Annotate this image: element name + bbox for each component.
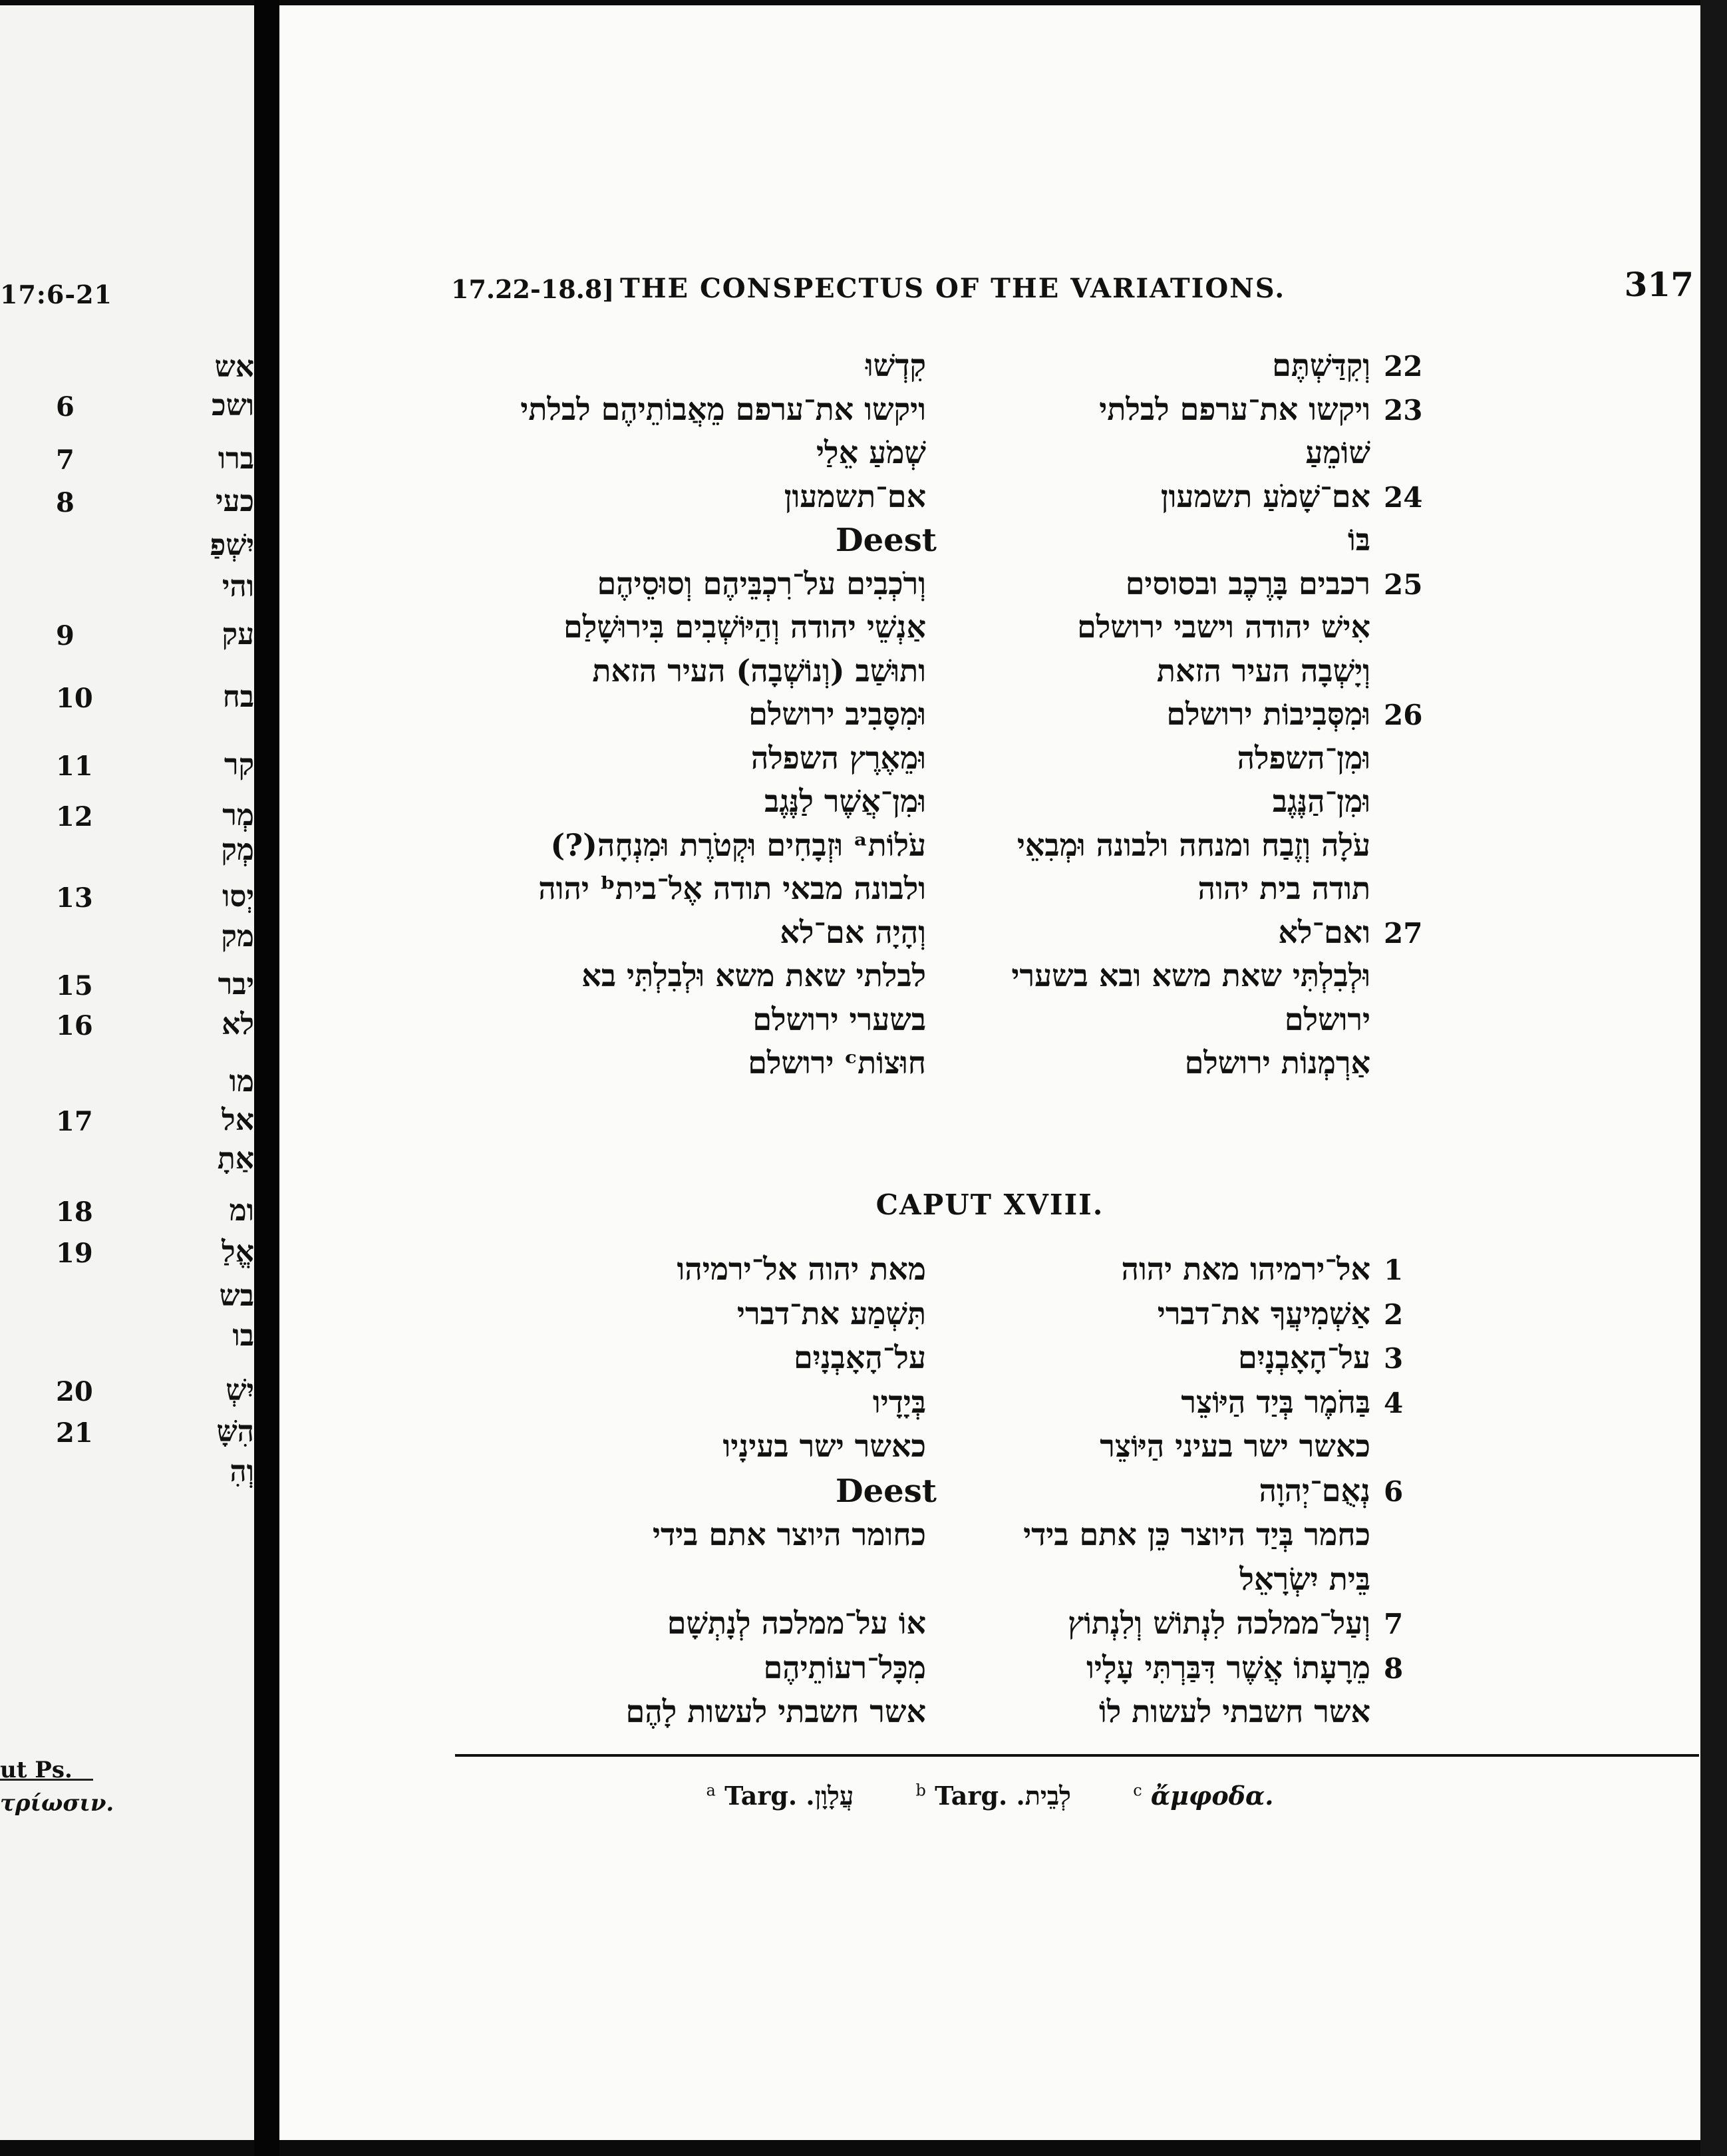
mt-reading: וְעַל־ממלכה לִנְתוֹשׁ וְלִנְתוֹץ (1068, 1605, 1370, 1641)
running-title: THE CONSPECTUS OF THE VARIATIONS. (620, 273, 1286, 304)
left-hebrew-fragment: מְר (222, 799, 254, 832)
mt-reading: אל־ירמיהו מאת יהוה (1121, 1251, 1370, 1287)
mt-reading: מֵרָעָתוֹ אֲשֶׁר דִּבַּרְתִּי עָלָיו (1086, 1649, 1370, 1686)
left-verse-number: 18 (56, 1196, 93, 1228)
lxx-reading: וּמִן־אֲשֶׁר לַנֶּגֶב (764, 783, 926, 819)
left-hebrew-fragment: אש (214, 350, 254, 384)
verse-number: 22 (1384, 350, 1423, 383)
mt-reading: וְקִדַּשְׁתֶּם (1272, 347, 1370, 383)
left-hebrew-fragment: ומ (229, 1194, 254, 1228)
left-verse-number: 13 (56, 882, 93, 914)
verse-number: 4 (1384, 1386, 1404, 1419)
caput-heading: CAPUT XVIII. (875, 1188, 1104, 1221)
lxx-reading: קִדְשׁוּ (865, 347, 926, 383)
lxx-reading: בְּיָדָיו (872, 1383, 926, 1420)
verse-number: 25 (1384, 568, 1423, 601)
left-hebrew-fragment: אל (222, 1103, 254, 1137)
left-hebrew-fragment: וְהִ (230, 1455, 254, 1489)
lxx-reading: וּמִסָּבִיב ירושלם (748, 696, 926, 732)
left-hebrew-fragment: בו (232, 1319, 254, 1353)
left-hebrew-fragment: הִשָּׁ (216, 1415, 254, 1449)
lxx-reading: Deest (836, 1472, 937, 1510)
verse-number: 8 (1384, 1652, 1404, 1685)
mt-reading: ויקשו את־ערפם לבלתי (1099, 391, 1370, 427)
verse-number: 3 (1384, 1342, 1404, 1375)
mt-reading: בַּחֹמֶר בְּיַד הַיּוֹצֵר (1181, 1383, 1370, 1420)
mt-reading: תודה בית יהוה (1197, 870, 1370, 906)
lxx-reading: ויקשו את־ערפם מֵאֲבוֹתֵיהֶם לבלתי (520, 391, 926, 427)
mt-reading: עֹלָה וְזֶבַח ומנחה ולבונה וּמְבִאֵי (1017, 826, 1370, 863)
lxx-reading: בשערי ירושלם (752, 1001, 926, 1037)
running-head (451, 265, 1694, 305)
left-verse-number: 17 (56, 1106, 93, 1137)
book-gutter (254, 0, 279, 2156)
left-page (0, 5, 254, 2140)
left-hebrew-fragment: עק (222, 618, 254, 651)
lxx-reading: וְהָיָה אם־לא (780, 914, 926, 950)
verse-number: 1 (1384, 1254, 1404, 1286)
left-page-header: 17:6-21 (0, 279, 113, 309)
mt-reading: כחמר בְּיַד היוצר כֵּן אתם בידי (1023, 1517, 1370, 1552)
page-number: 317 (1624, 265, 1694, 304)
left-verse-number: 16 (56, 1010, 93, 1041)
page-edge (1700, 0, 1727, 2156)
left-verse-number: 7 (56, 445, 75, 476)
verse-number: 24 (1384, 480, 1423, 514)
left-verse-number: 19 (56, 1238, 93, 1269)
lxx-reading: אוֹ על־ממלכה לְנָתְשָׁם (667, 1605, 926, 1641)
lxx-reading: תִּשְׁמַע את־דברי (736, 1295, 926, 1332)
left-hebrew-fragment: והי (222, 570, 254, 604)
mt-reading: בֵּית יִשְׂרָאֵל (1239, 1560, 1370, 1597)
left-hebrew-fragment: יבר (218, 968, 254, 1001)
left-footnote-2: τρίωσιν. (0, 1790, 114, 1817)
left-hebrew-fragment: יִשְׁפַ (210, 528, 254, 562)
left-verse-number: 6 (56, 391, 75, 423)
lxx-reading: ותוּשַׁב (וְנוֹשְׁבָה) העיר הזאת (592, 652, 926, 689)
left-hebrew-fragment: ברו (218, 442, 254, 476)
left-hebrew-fragment: מְק (221, 833, 254, 867)
left-hebrew-fragment: מק (221, 920, 254, 954)
mt-reading: בּוֹ (1348, 522, 1370, 558)
left-hebrew-fragment: מו (229, 1065, 254, 1099)
lxx-reading: אשר חשבתי לעשות לָהֶם (625, 1694, 926, 1729)
mt-reading: נְאֻם־יְהוָה (1259, 1472, 1370, 1509)
lxx-reading: על־הָאָבְנָיִם (793, 1340, 926, 1375)
lxx-reading: חוּצוֹתᶜ ירושלם (748, 1045, 926, 1081)
left-hebrew-fragment: אַתָ (217, 1142, 254, 1176)
mt-reading: ואם־לא (1278, 914, 1370, 950)
mt-reading: אִישׁ יהודה וישבי ירושלם (1077, 609, 1370, 645)
lxx-reading: מִכָּל־רעוֹתֵיהֶם (763, 1649, 926, 1686)
lxx-reading: כחומר היוצר אתם בידי (652, 1517, 926, 1552)
lxx-reading: מאת יהוה אל־ירמיהו (677, 1251, 926, 1287)
left-verse-number: 15 (56, 970, 93, 1001)
lxx-reading: אם־תשמעון (784, 478, 926, 514)
lxx-reading: אַנְשֵׁי יהודה וְהַיּוֹשְׁבִים בִּירוּשָׁלַם (563, 609, 926, 645)
lxx-reading: ולבונה מבאי תודה אֶל־ביתᵇ יהוה (538, 870, 926, 906)
lxx-reading: לבלתי שאת משא וּלְבִלְתִּי בא (581, 958, 926, 993)
left-footnote-1: ut Ps. (0, 1757, 73, 1783)
footnote-rule (455, 1754, 1699, 1757)
lxx-reading: Deest (836, 522, 937, 559)
mt-reading: וְיָשְׁבָה העיר הזאת (1156, 652, 1370, 689)
verse-number: 2 (1384, 1298, 1404, 1331)
verse-range: 17.22-18.8] (451, 274, 615, 304)
mt-reading: שׁוֹמֵעַ (1305, 435, 1370, 470)
footnote-c: $^c$ ἄμφοδα. (1133, 1781, 1274, 1811)
left-hebrew-fragment: בח (222, 680, 254, 714)
left-hebrew-fragment: כעי (216, 484, 254, 518)
mt-reading: אַשְׁמִיעֲךָ את־דברי (1157, 1295, 1370, 1332)
mt-reading: וּמִסְּבִיבוֹת ירושלם (1166, 696, 1370, 732)
verse-number: 26 (1384, 699, 1423, 731)
left-hebrew-fragment: יִשְׁ (226, 1373, 254, 1407)
lxx-reading: כאשר ישר בעינָיו (722, 1428, 926, 1464)
mt-reading: וּמִן־הַנֶּגֶב (1272, 783, 1370, 819)
right-page (279, 5, 1700, 2140)
left-verse-number: 21 (56, 1417, 93, 1449)
left-verse-number: 12 (56, 801, 93, 832)
left-verse-number: 10 (56, 683, 93, 714)
left-verse-number: 8 (56, 487, 75, 518)
lxx-reading: וְרֹכְבִים על־רִכְבֵּיהֶם וְסוּסֵיהֶם (597, 565, 926, 602)
mt-reading: כאשר ישר בעיני הַיּוֹצֵר (1100, 1428, 1370, 1464)
verse-number: 7 (1384, 1608, 1404, 1640)
left-verse-number: 11 (56, 751, 93, 782)
mt-reading: אם־שָׁמֹעַ תשמעון (1160, 478, 1370, 514)
mt-reading: על־הָאָבְנָיִם (1237, 1340, 1370, 1375)
lxx-reading: שְׁמֹעַ אֵלַי (816, 435, 926, 470)
mt-reading: אשר חשבתי לעשות לוֹ (1098, 1694, 1370, 1729)
left-hebrew-fragment: קר (224, 748, 254, 782)
verse-number: 23 (1384, 393, 1423, 427)
left-hebrew-fragment: בש (219, 1279, 254, 1313)
left-hebrew-fragment: ושכ (212, 389, 254, 423)
left-hebrew-fragment: יְסו (222, 880, 254, 914)
lxx-reading: וּמֵאֶרֶץ השפלה (750, 739, 926, 776)
mt-reading: רכבים בָּרֶכֶב ובסוסים (1125, 565, 1370, 602)
lxx-reading: עֹלוֹתᵃ וּזְבָחִים וּקְטֹרֶת וּמִנְחָה(?) (550, 826, 926, 863)
left-hebrew-fragment: אֱלַ (222, 1235, 254, 1269)
mt-reading: וּלְבִלְתִּי שאת משא ובא בשערי (1011, 958, 1370, 993)
footnote-a: $^a$ Targ. עֲלָוָן. (706, 1781, 854, 1811)
left-verse-number: 20 (56, 1376, 93, 1407)
verse-number: 6 (1384, 1475, 1404, 1508)
mt-reading: וּמִן־השפלה (1237, 739, 1370, 776)
left-verse-number: 9 (56, 620, 75, 651)
left-hebrew-fragment: לא (222, 1007, 254, 1041)
mt-reading: ירושלם (1284, 1001, 1370, 1037)
footnotes (279, 1781, 1700, 1811)
footnote-b: $^b$ Targ. לְבֵית. (915, 1781, 1071, 1811)
verse-number: 27 (1384, 916, 1423, 950)
mt-reading: אַרְמְנוֹת ירושלם (1184, 1045, 1370, 1081)
